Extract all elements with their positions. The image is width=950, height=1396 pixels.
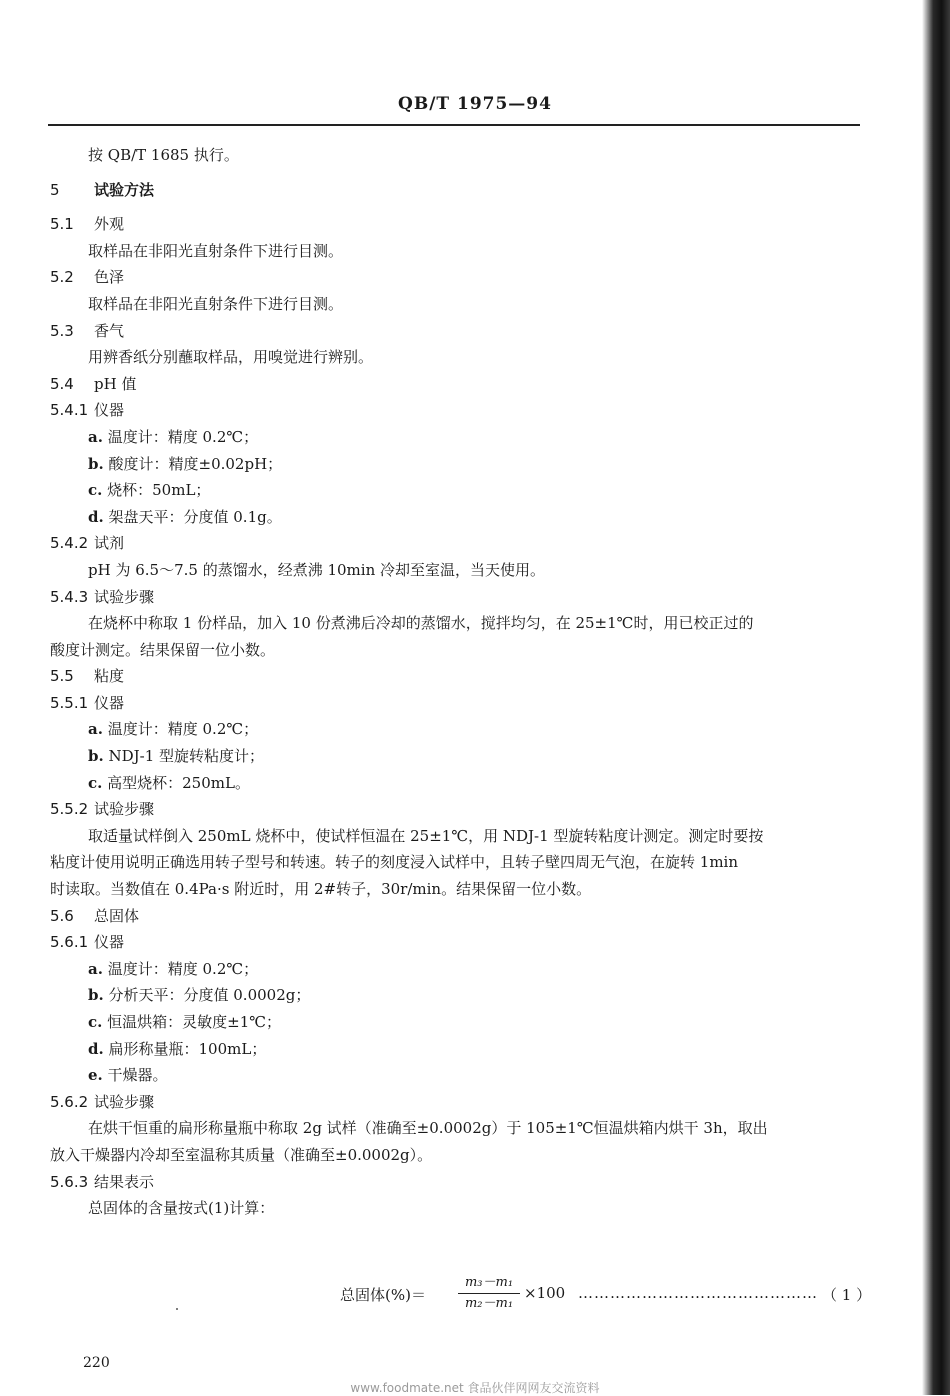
section-number: 5.1 [50, 215, 74, 234]
list-item-text: 温度计：精度 0.2℃； [107, 959, 259, 978]
section-heading [50, 584, 866, 611]
section-title: 香气 [94, 321, 125, 340]
formula-leader-dots: ……………………………………… [578, 1284, 818, 1302]
list-item [50, 424, 866, 451]
list-item [50, 1062, 866, 1089]
section-title: 试验步骤 [94, 800, 155, 819]
section-number: 5.2 [50, 268, 74, 287]
list-item-letter: b. [88, 986, 104, 1005]
paragraph-continuation: 放入干燥器内冷却至室温称其质量（准确至±0.0002g）。 [50, 1145, 433, 1164]
section-number: 5.4.1 [50, 401, 89, 420]
list-item-letter: e. [88, 1066, 103, 1085]
list-item-text: 分析天平：分度值 0.0002g； [108, 986, 311, 1005]
section-title: pH 值 [94, 374, 137, 393]
list-item-letter: c. [88, 481, 103, 500]
section-heading [50, 1169, 866, 1196]
section-number: 5.4.3 [50, 587, 89, 606]
paragraph-line: 在烘干恒重的扁形称量瓶中称取 2g 试样（准确至±0.0002g）于 105±1℃恒温烘箱内烘干 3h，取出 [88, 1119, 768, 1138]
scan-speck [176, 1308, 178, 1310]
list-item-text: 烧杯：50mL； [107, 481, 211, 500]
formula-times: ×100 [524, 1284, 566, 1302]
section-number: 5.4 [50, 374, 74, 393]
section-number: 5.3 [50, 321, 74, 340]
section-title: 仪器 [94, 401, 125, 420]
section-title: 总固体 [94, 906, 140, 925]
list-item [50, 743, 866, 770]
list-item [50, 477, 866, 504]
section-number: 5.6.2 [50, 1092, 89, 1111]
fraction-bar [458, 1293, 520, 1294]
scan-edge-shadow [922, 0, 950, 1395]
formula-total-solids [340, 1274, 870, 1318]
section-heading [50, 397, 866, 424]
list-item-letter: c. [88, 1013, 103, 1031]
section-title: 色泽 [94, 268, 125, 287]
list-item [50, 451, 866, 478]
footer-watermark: www.foodmate.net 食品伙伴网网友交流资料 [350, 1381, 600, 1395]
page-number: 220 [83, 1355, 110, 1371]
paragraph-line: 取适量试样倒入 250mL 烧杯中，使试样恒温在 25±1℃，用 NDJ-1 型旋转粘度计测定。测定时要按 [88, 826, 764, 845]
section-number: 5 [50, 180, 60, 199]
paragraph-line: 按 QB/T 1685 执行。 [88, 146, 239, 164]
section-number: 5.6 [50, 906, 74, 925]
list-item-letter: b. [88, 747, 104, 766]
list-item [50, 956, 866, 983]
spacer [50, 169, 866, 177]
section-number: 5.6.1 [50, 933, 89, 952]
list-item [50, 1036, 866, 1063]
paragraph-continuation: 时读取。当数值在 0.4Pa·s 附近时，用 2#转子，30r/min。结果保留一位小数。 [50, 880, 592, 899]
list-item-letter: a. [88, 720, 103, 739]
standard-code-header: QB/T 1975—94 [398, 94, 552, 114]
list-item-text: 干燥器。 [107, 1066, 168, 1085]
formula-denominator: m₂－m₁ [464, 1296, 514, 1311]
paragraph-line: 总固体的含量按式(1)计算： [88, 1199, 275, 1218]
list-item [50, 770, 866, 797]
list-item-text: 架盘天平：分度值 0.1g。 [108, 507, 282, 526]
section-title: 试剂 [94, 534, 125, 553]
section-title: 试验步骤 [94, 587, 155, 606]
list-item-text: 恒温烘箱：灵敏度±1℃； [107, 1013, 282, 1031]
section-heading [50, 1089, 866, 1116]
formula-numerator: m₃－m₁ [464, 1275, 514, 1290]
section-heading [50, 903, 866, 930]
formula-number: （ 1 ） [822, 1286, 872, 1304]
section-number: 5.5 [50, 667, 74, 686]
section-title: 试验方法 [94, 180, 155, 199]
section-number: 5.4.2 [50, 534, 89, 553]
list-item-text: 温度计：精度 0.2℃； [107, 427, 259, 446]
section-number: 5.6.3 [50, 1172, 89, 1191]
list-item-letter: d. [88, 507, 104, 526]
section-heading [50, 211, 866, 238]
section-heading [50, 264, 866, 291]
list-item-letter: c. [88, 773, 103, 792]
paragraph-line: 用辨香纸分别蘸取样品，用嗅觉进行辨别。 [88, 348, 374, 367]
document-body [50, 142, 866, 1222]
list-item-text: NDJ-1 型旋转粘度计； [108, 747, 265, 766]
list-item-text: 酸度计：精度±0.02pH； [108, 454, 283, 473]
list-item-text: 温度计：精度 0.2℃； [107, 720, 259, 739]
list-item [50, 1009, 866, 1036]
section-heading [50, 663, 866, 690]
section-heading [50, 690, 866, 717]
section-number: 5.5.1 [50, 693, 89, 712]
paragraph-continuation: 酸度计测定。结果保留一位小数。 [50, 640, 276, 659]
section-title: 粘度 [94, 667, 125, 686]
section-title: 仪器 [94, 693, 125, 712]
paragraph-continuation: 粘度计使用说明正确选用转子型号和转速。转子的刻度浸入试样中，且转子壁四周无气泡，在旋转 1min [50, 853, 738, 872]
list-item [50, 982, 866, 1009]
paragraph-line: pH 为 6.5～7.5 的蒸馏水，经煮沸 10min 冷却至室温，当天使用。 [88, 560, 546, 579]
section-heading [50, 929, 866, 956]
section-number: 5.5.2 [50, 800, 89, 819]
list-item-letter: a. [88, 427, 103, 446]
section-heading [50, 796, 866, 823]
formula-fraction [458, 1274, 520, 1313]
list-item [50, 504, 866, 531]
section-title: 外观 [94, 215, 125, 234]
list-item-letter: d. [88, 1039, 104, 1058]
header-rule [48, 124, 860, 126]
paragraph-line: 在烧杯中称取 1 份样品，加入 10 份煮沸后冷却的蒸馏水，搅拌均匀，在 25±1℃时，用已校正过的 [88, 614, 754, 633]
list-item-text: 高型烧杯：250mL。 [107, 773, 250, 792]
section-heading [50, 318, 866, 345]
formula-lhs: 总固体(%)＝ [340, 1286, 426, 1304]
list-item-letter: b. [88, 454, 104, 473]
section-heading [50, 530, 866, 557]
list-item [50, 716, 866, 743]
spacer [50, 203, 866, 211]
paragraph-line: 取样品在非阳光直射条件下进行目测。 [88, 241, 344, 260]
section-title: 结果表示 [94, 1172, 155, 1191]
paragraph-line: 取样品在非阳光直射条件下进行目测。 [88, 294, 344, 313]
section-heading [50, 177, 866, 204]
list-item-letter: a. [88, 959, 103, 978]
section-title: 仪器 [94, 933, 125, 952]
list-item-text: 扁形称量瓶：100mL； [108, 1039, 267, 1058]
section-heading [50, 371, 866, 398]
section-title: 试验步骤 [94, 1092, 155, 1111]
